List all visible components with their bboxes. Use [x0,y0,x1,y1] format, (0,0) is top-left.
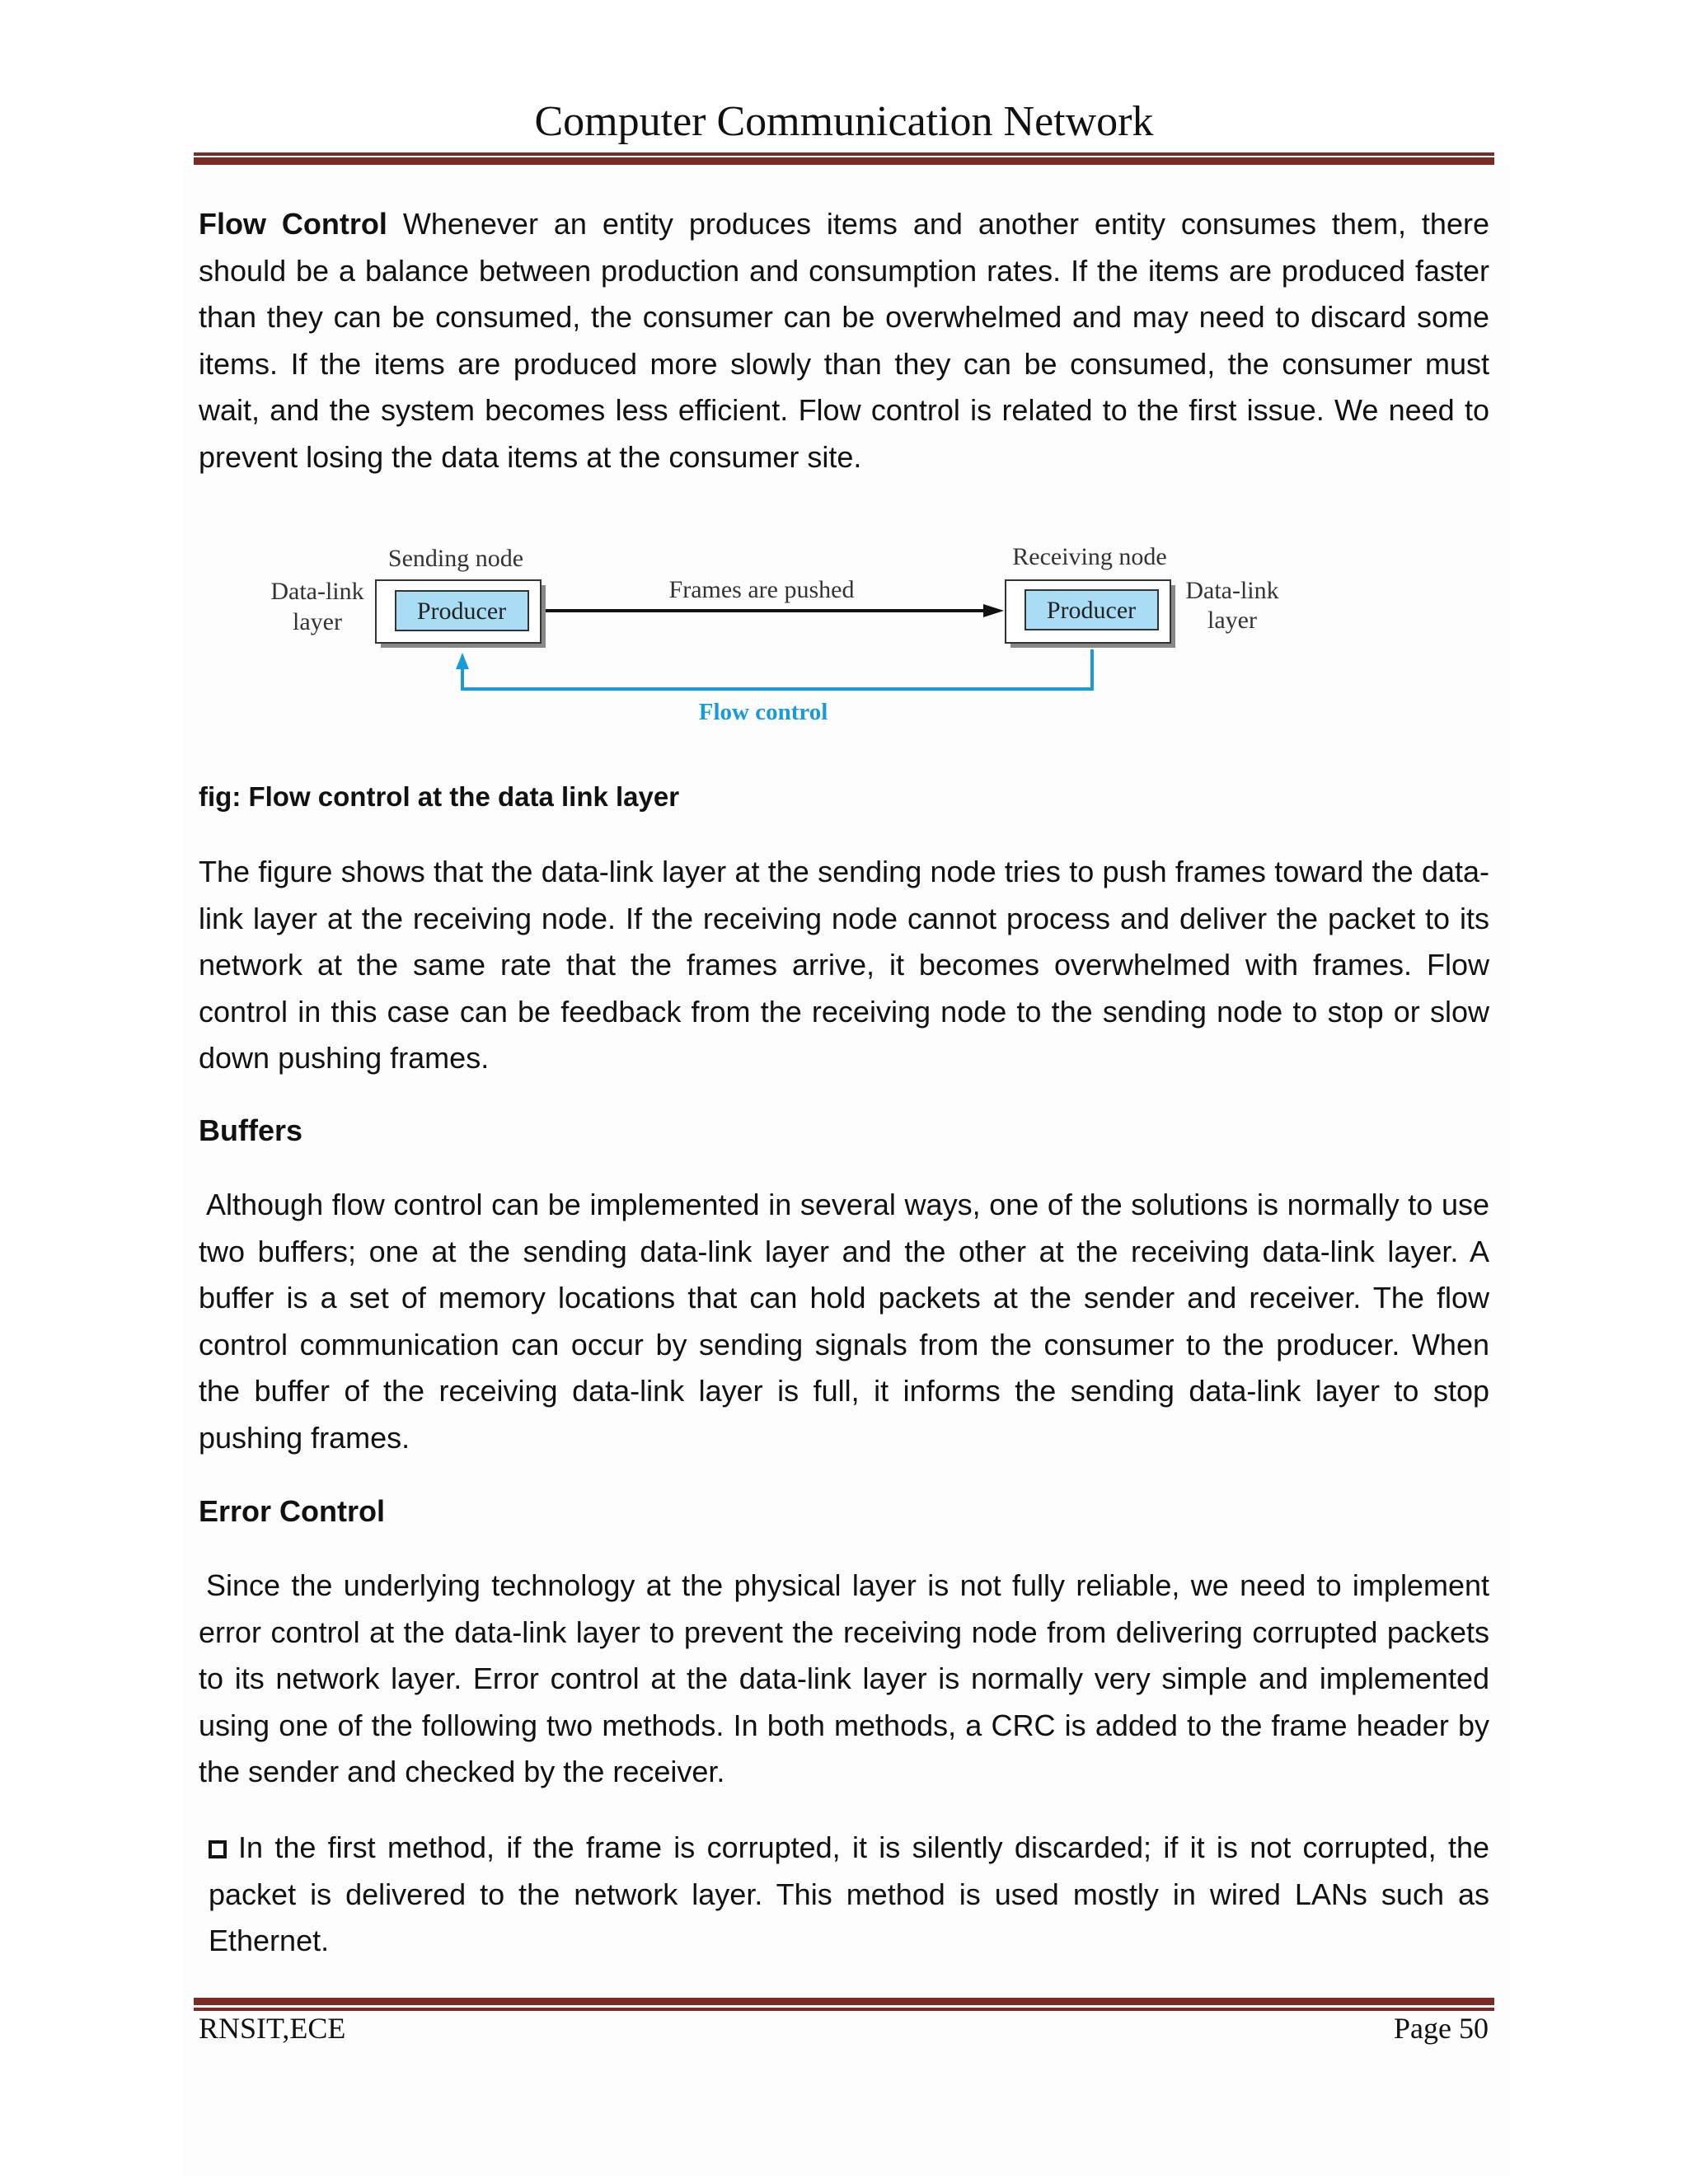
error-control-section [199,1563,1489,1796]
header-rule-thick [194,157,1494,165]
left-producer-label: Producer [416,598,507,625]
intro-section [199,201,1489,480]
left-layer-label-line2: layer [293,608,342,635]
right-producer-label: Producer [1046,597,1137,624]
receiving-node-label: Receiving node [1012,543,1167,570]
sending-node-label: Sending node [387,545,524,572]
intro-lead: Flow Control [199,207,387,241]
footer-rule-thin [194,2008,1494,2011]
buffers-heading: Buffers [199,1113,303,1147]
buffers-paragraph: Although flow control can be implemented in several ways, one of the solutions is normally to use two buffers; one at the sending data-link layer and the other at the receiving data-link layer. A buffer is a set of memory locations that can hold packets at the sender and receiver. The flow control communication can occur by sending signals from the consumer to the producer. When the buffer of the receiving data-link layer is full, it informs the sending data-link layer to stop pushing frames. [199,1188,1489,1455]
buffers-section [199,1182,1489,1461]
flow-control-diagram [247,527,1319,742]
error-control-bullet-section [199,1825,1489,1965]
footer-page-number: Page 50 [1394,2012,1489,2045]
flow-control-feedback-line [462,649,1092,689]
flow-control-arrow-head [456,653,469,669]
intro-text: Whenever an entity produces items and another entity consumes them, there should be a balance between production and consumption rates. If the items are produced faster than they can be consumed, the consumer can be overwhelmed and may need to discard some items. If the items are produced more slowly than they can be consumed, the consumer must wait, and the system becomes less efficient. Flow control is related to the first issue. We need to prevent losing the data items at the consumer site. [199,207,1489,474]
figure-caption-wrap [199,781,1489,813]
buffers-heading-wrap [199,1108,1489,1154]
right-layer-label-line1: Data-link [1185,577,1279,604]
frames-arrow-head [983,604,1004,617]
error-control-bullet-text: In the first method, if the frame is corrupted, it is silently discarded; if it is not corrupted, the packet is delivered to the network layer. This method is used mostly in wired LANs such as Ethernet. [209,1830,1489,1957]
error-control-heading-wrap [199,1488,1489,1535]
header-rule-thin [194,152,1494,156]
error-control-heading: Error Control [199,1494,386,1528]
intro-paragraph [199,201,1489,480]
figure-caption: fig: Flow control at the data link layer [199,781,680,812]
figure-description: The figure shows that the data-link layer at the sending node tries to push frames toward the data-link layer at the receiving node. If the receiving node cannot process and deliver the packet to its network at the same rate that the frames arrive, it becomes overwhelmed with frames. Flow control in this case can be feedback from the receiving node to the sending node to stop or slow down pushing frames. [199,855,1489,1075]
footer-rule-thick [194,1998,1494,2005]
error-control-bullet-paragraph [199,1825,1489,1965]
error-control-paragraph: Since the underlying technology at the physical layer is not fully reliable, we need to implement error control at the data-link layer to prevent the receiving node from delivering corrupted packets to its network layer. Error control at the data-link layer is normally very simple and implemented using one of the following two methods. In both methods, a CRC is added to the frame header by the sender and checked by the receiver. [199,1568,1489,1788]
page-header-title: Computer Communication Network [534,98,1154,145]
right-layer-label-line2: layer [1207,607,1257,634]
left-layer-label-line1: Data-link [270,578,364,605]
footer-left: RNSIT,ECE [199,2012,346,2045]
frames-pushed-label: Frames are pushed [668,576,855,603]
figure-description-section [199,849,1489,1082]
checkbox-bullet-icon [209,1840,227,1858]
flow-control-label: Flow control [698,699,828,725]
